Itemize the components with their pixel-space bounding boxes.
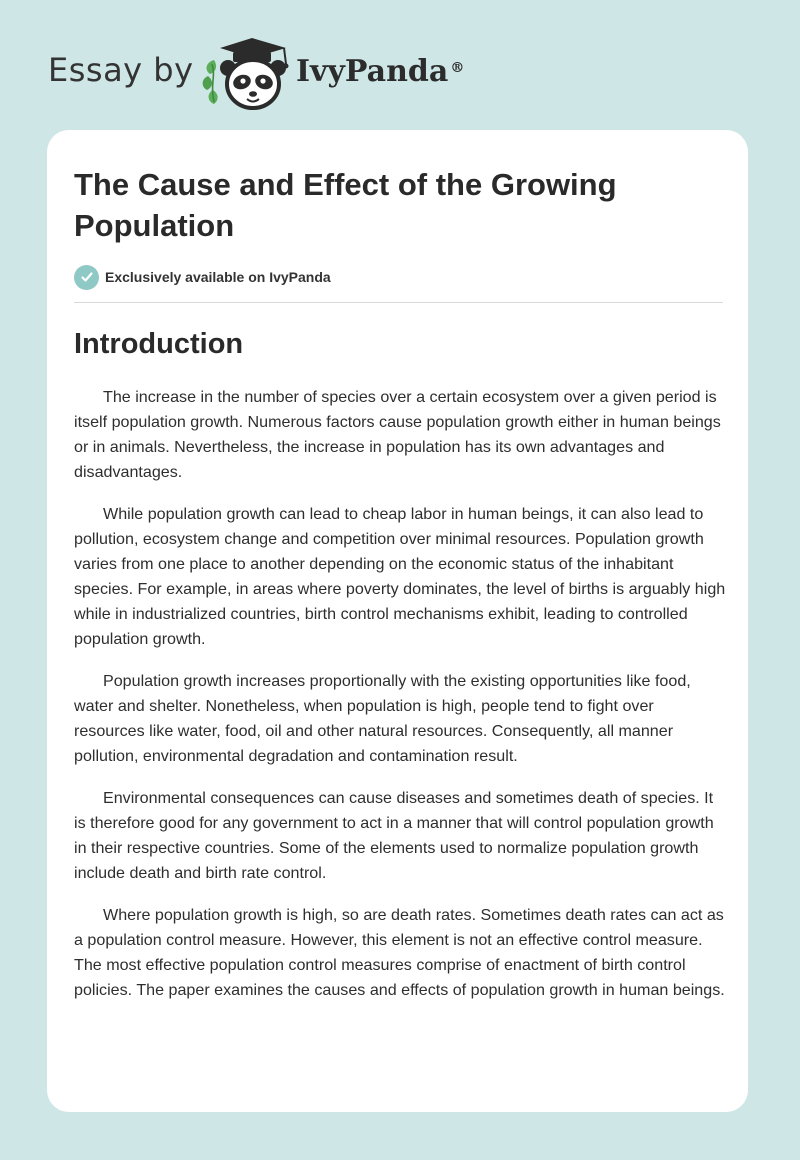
paragraph: Population growth increases proportionally with the existing opportunities like food, water and shelter. Nonetheless, when population is high, people tend to fight over resources like water, food, oil and other natural resources. Consequently, all manner pollution, environmental degradation and contamination result. — [74, 672, 691, 765]
brand-name[interactable] — [296, 52, 464, 92]
paragraph: Where population growth is high, so are death rates. Sometimes death rates can act as a population control measure. However, this element is not an effective control measure. The most effective population control measures comprise of enactment of birth control policies. The paper examines the causes and effects of population growth in human beings. — [74, 906, 725, 999]
paragraph: While population growth can lead to cheap labor in human beings, it can also lead to pollution, ecosystem change and competition over minimal resources. Population growth varies from one place to another depending on the economic status of the inhabitant species. For example, in areas where poverty dominates, the level of births is arguably high while in industrialized countries, birth control mechanisms exhibit, leading to controlled population growth. — [74, 505, 726, 648]
brand-label: IvyPanda — [296, 54, 449, 89]
registered-mark: ® — [450, 60, 465, 76]
panda-graduate-icon[interactable] — [200, 32, 292, 112]
exclusive-badge — [74, 264, 331, 290]
article-title: The Cause and Effect of the Growing Population — [74, 167, 617, 243]
site-header — [0, 0, 800, 130]
paragraph: Environmental consequences can cause diseases and sometimes death of species. It is therefore good for any government to act in a manner that will control population growth in their respective countries. Some of the elements used to normalize population growth include death and birth rate control. — [74, 789, 714, 882]
article-card — [47, 130, 748, 1112]
check-icon — [74, 265, 99, 290]
exclusive-label: Exclusively available on IvyPanda — [105, 269, 331, 285]
ivy-leaf-icon — [203, 60, 218, 104]
paragraph: The increase in the number of species over a certain ecosystem over a given period is itself population growth. Numerous factors cause population growth either in human beings or in animals. Nevertheless, the increase in population has its own advantages and disadvantages. — [74, 388, 721, 481]
divider — [74, 302, 723, 303]
essay-by-label: Essay by — [48, 51, 194, 89]
article-body — [74, 385, 726, 1020]
section-heading-introduction: Introduction — [74, 328, 244, 360]
